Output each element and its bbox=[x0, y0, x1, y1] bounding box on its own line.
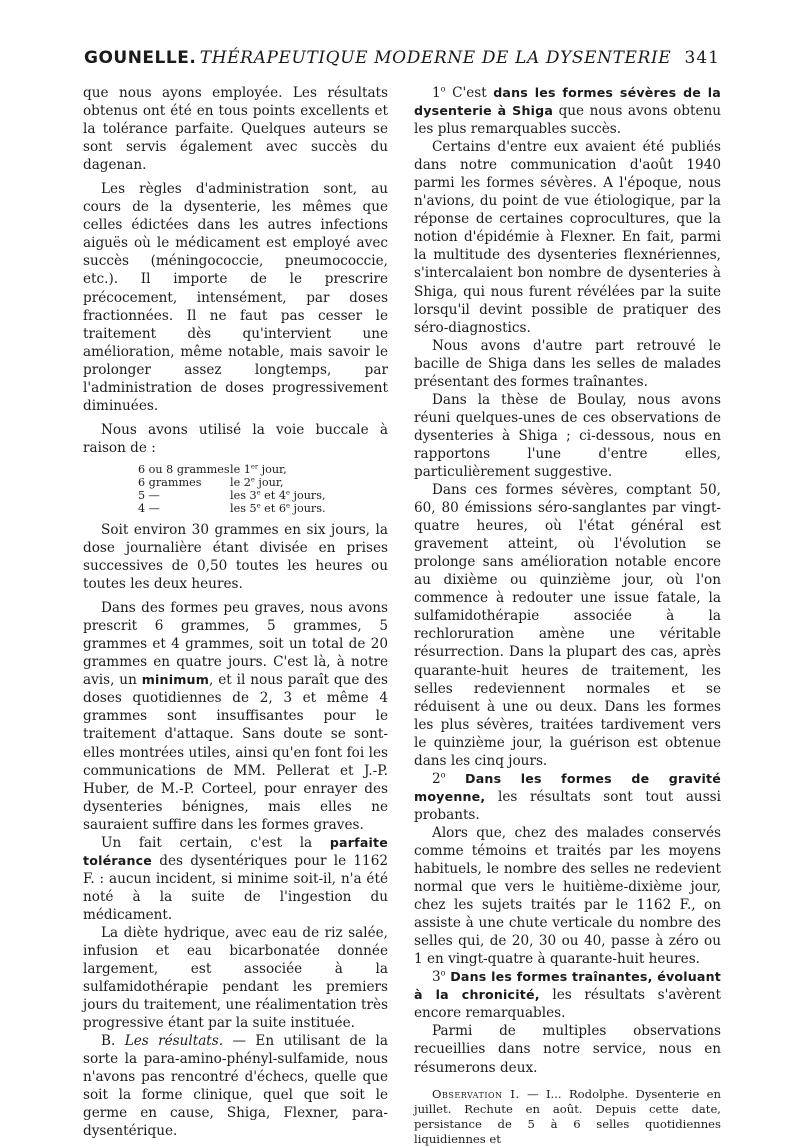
paragraph: Dans la thèse de Boulay, nous avons réuni quelques-unes de ces observations de dysenteries à Shiga ; ci-dessous, nous en rapportons l'une d'entre elles, particulièrement suggestive. bbox=[414, 391, 721, 480]
paragraph: Dans ces formes sévères, comptant 50, 60, 80 émissions séro-sanglantes par vingt-quatre heures, où l'état général est gravement atteint, où l'évolution se prolonge sans amélioration notable encore au dixième ou quinzième jour, où l'on commence à redouter une issue fatale, la sulfamidothérapie associée à la rechloruration amène une véritable résurrection. Dans la plupart des cas, après quarante-huit heures de traitement, les selles redeviennent normales et se réduisent à une ou deux. Dans les formes les plus sévères, traitées tardivement vers le quinzième jour, la guérison est obtenue dans les cinq jours. bbox=[414, 482, 721, 769]
paragraph: Certains d'entre eux avaient été publiés dans notre communication d'août 1940 parmi les formes sévères. A l'époque, nous n'avions, du point de vue étiologique, par la réponse de certaines coprocultures, que la notion d'épidémie à Flexner. En fait, parmi la multitude des dysenteries flexnériennes, s'intercalaient bon nombre de dysenteries à Shiga, qui nous furent révélées par la suite lorsqu'il devint possible de pratiquer des séro-diagnostics. bbox=[414, 139, 721, 336]
running-header bbox=[84, 48, 720, 68]
dose-qty: 5 — bbox=[138, 488, 160, 502]
table-row bbox=[138, 463, 340, 476]
bold-term: dans les formes sévères de la dysenterie à Shiga bbox=[414, 85, 721, 119]
header-author: GOUNELLE bbox=[84, 48, 190, 68]
dose-day: les 3e et 4e jours, bbox=[230, 488, 326, 502]
paragraph: Alors que, chez des malades conservés comme témoins et traités par les moyens habituels, le nombre des selles ne redevient normal que vers le huitième-dixième jour, chez les sujets traités par le 1162 F., on assiste à une chute verticale du nombre des selles qui, de 20, 30 ou 40, passe à zéro ou 1 en vingt-quatre à quarante-huit heures. bbox=[414, 824, 721, 968]
table-row bbox=[138, 502, 340, 515]
bold-term: Dans les formes de gravité moyenne, bbox=[414, 770, 721, 804]
dose-day: les 5e et 6e jours. bbox=[230, 501, 326, 515]
dose-schedule-table bbox=[138, 463, 340, 515]
paragraph: Nous avons utilisé la voie buccale à raison de : bbox=[83, 421, 388, 456]
paragraph: Nous avons d'autre part retrouvé le bacille de Shiga dans les selles de malades présentant des formes traînantes. bbox=[414, 337, 721, 390]
header-separator: . bbox=[189, 48, 196, 68]
page-number: 341 bbox=[684, 48, 720, 68]
observation-label: Observation I. bbox=[432, 1086, 520, 1101]
paragraph: Les règles d'administration sont, au cours de la dysenterie, les mêmes que celles édictées dans les autres infections aiguës où le médicament est employé avec succès (méningococcie, pneumococcie, etc.). Il importe de le prescrire précocement, intensément, par doses fractionnées. Il ne faut pas cesser le traitement dès qu'intervient une amélioration, même notable, mais savoir le prolonger assez longtemps, par l'administration de doses progressivement diminuées. bbox=[83, 181, 388, 414]
bold-term: parfaite tolérance bbox=[83, 834, 388, 868]
paragraph: B. Les résultats. — En utilisant de la sorte la para-amino-phényl-sulfamide, nous n'avons pas rencontré d'échecs, quelle que soit la forme clinique, quel que soit le germe en cause, Shiga, Flexner, para-dysentérique. bbox=[83, 1033, 388, 1140]
paragraph: 1$^o$ C'est dans les formes sévères de la dysenterie à Shiga que nous avons obtenu les plus remarquables succès. bbox=[414, 83, 722, 138]
paragraph: Soit environ 30 grammes en six jours, la dose journalière étant divisée en prises successives de 0,50 toutes les heures ou toutes les deux heures. bbox=[83, 521, 388, 593]
table-row bbox=[138, 476, 340, 489]
paragraph: 3$^o$ Dans les formes traînantes, évoluant à la chronicité, les résultats s'avèrent encore remarquables. bbox=[414, 967, 721, 1022]
observation-note: Observation I. — I... Rodolphe. Dysenterie en juillet. Rechute en août. Depuis cette date, persistance de 5 à 6 selles quotidiennes liquidiennes et bbox=[414, 1086, 721, 1147]
section-heading: Les résultats. bbox=[124, 1033, 224, 1050]
paragraph: 2$^o$ Dans les formes de gravité moyenne, les résultats sont tout aussi probants. bbox=[414, 769, 721, 823]
dose-day: le 2e jour, bbox=[230, 475, 284, 489]
table-row bbox=[138, 489, 340, 502]
right-column bbox=[414, 84, 721, 1147]
dose-day: le 1er jour, bbox=[230, 462, 287, 476]
paragraph: que nous ayons employée. Les résultats obtenus ont été en tous points excellents et la tolérance parfaite. Quelques auteurs se sont servis également avec succès du dagenan. bbox=[83, 85, 388, 174]
paragraph: La diète hydrique, avec eau de riz salée, infusion et eau bicarbonatée donnée largement, est associée à la sulfamidothérapie pendant les premiers jours du traitement, une réalimentation très progressive étant par la suite instituée. bbox=[83, 924, 388, 1032]
paragraph: Un fait certain, c'est la parfaite tolérance des dysentériques pour le 1162 F. : aucun incident, si minime soit-il, n'a été noté à la suite de l'ingestion du médicament. bbox=[83, 834, 388, 923]
header-title: THÉRAPEUTIQUE MODERNE DE LA DYSENTERIE bbox=[199, 48, 672, 68]
paragraph: Parmi de multiples observations recueillies dans notre service, nous en résumerons deux. bbox=[414, 1023, 721, 1076]
bold-term: minimum bbox=[141, 672, 210, 688]
bold-term: Dans les formes traînantes, évoluant à la chronicité, bbox=[414, 969, 721, 1003]
dose-qty: 6 grammes bbox=[138, 475, 202, 489]
left-column bbox=[83, 84, 388, 1141]
header-left bbox=[84, 48, 671, 68]
paragraph: Dans des formes peu graves, nous avons prescrit 6 grammes, 5 grammes, 5 grammes et 4 grammes, soit un total de 20 grammes en quatre jours. C'est là, à notre avis, un minimum, et il nous paraît que des doses quotidiennes de 2, 3 et même 4 grammes sont insuffisantes pour le traitement d'attaque. Sans doute se sont-elles montrées utiles, ainsi qu'en font foi les communications de MM. Pellerat et J.-P. Huber, de M.-P. Corteel, pour enrayer des dysenteries bénignes, mais elles ne sauraient suffire dans les formes graves. bbox=[83, 600, 388, 833]
dose-qty: 6 ou 8 grammes bbox=[138, 462, 230, 476]
dose-qty: 4 — bbox=[138, 501, 160, 515]
